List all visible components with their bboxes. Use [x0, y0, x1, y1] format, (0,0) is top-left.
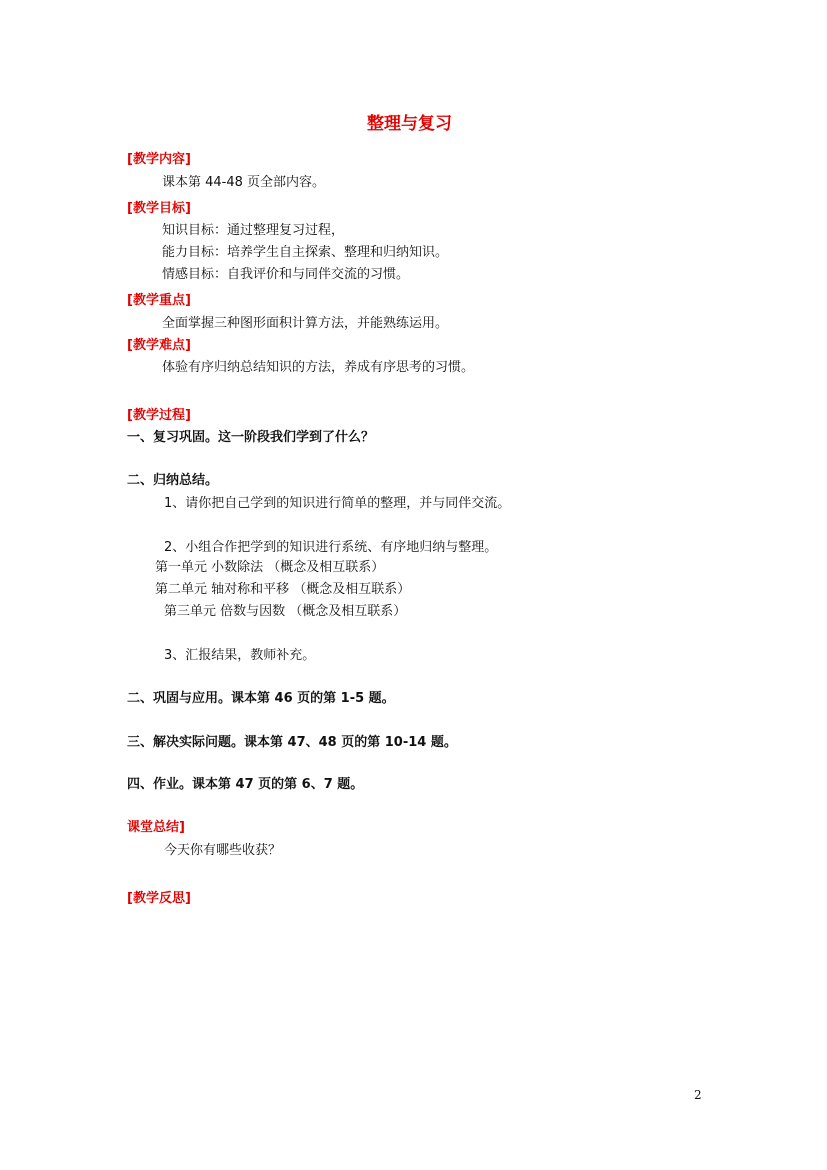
page-number: 2 — [694, 1088, 702, 1102]
unit-2: 第二单元 轴对称和平移 （概念及相互联系） — [155, 582, 411, 597]
process-heading: [教学过程] — [127, 408, 191, 423]
summary-heading: 课堂总结] — [127, 820, 185, 835]
process-section-application: 二、巩固与应用。课本第 46 页的第 1-5 题。 — [127, 691, 395, 706]
unit-1: 第一单元 小数除法 （概念及相互联系） — [155, 560, 385, 575]
process-section-homework: 四、作业。课本第 47 页的第 6、7 题。 — [127, 777, 364, 792]
difficulty-text: 体验有序归纳总结知识的方法，养成有序思考的习惯。 — [162, 360, 475, 375]
unit-3: 第三单元 倍数与因数 （概念及相互联系） — [164, 604, 407, 619]
goals-heading: [教学目标] — [127, 201, 191, 216]
process-section-review: 一、复习巩固。这一阶段我们学到了什么？ — [127, 430, 375, 445]
key-point-text: 全面掌握三种图形面积计算方法，并能熟练运用。 — [162, 316, 449, 331]
process-step-1: 1、请你把自己学到的知识进行简单的整理，并与同伴交流。 — [164, 496, 511, 511]
reflection-heading: [教学反思] — [127, 891, 191, 906]
page-title: 整理与复习 — [367, 114, 452, 134]
goal-ability: 能力目标：培养学生自主探索、整理和归纳知识。 — [162, 245, 449, 260]
process-section-summary: 二、归纳总结。 — [127, 473, 219, 488]
content-heading: [教学内容] — [127, 152, 191, 167]
difficulty-heading: [教学难点] — [127, 338, 191, 353]
process-step-2: 2、小组合作把学到的知识进行系统、有序地归纳与整理。 — [164, 540, 498, 555]
goal-knowledge: 知识目标：通过整理复习过程， — [162, 223, 345, 238]
goal-emotion: 情感目标：自我评价和与同伴交流的习惯。 — [162, 267, 410, 282]
process-section-practice: 三、解决实际问题。课本第 47、48 页的第 10-14 题。 — [127, 735, 457, 750]
summary-text: 今天你有哪些收获？ — [164, 843, 282, 858]
key-point-heading: [教学重点] — [127, 293, 191, 308]
process-step-3: 3、汇报结果，教师补充。 — [164, 648, 316, 663]
content-text: 课本第 44-48 页全部内容。 — [162, 175, 326, 190]
